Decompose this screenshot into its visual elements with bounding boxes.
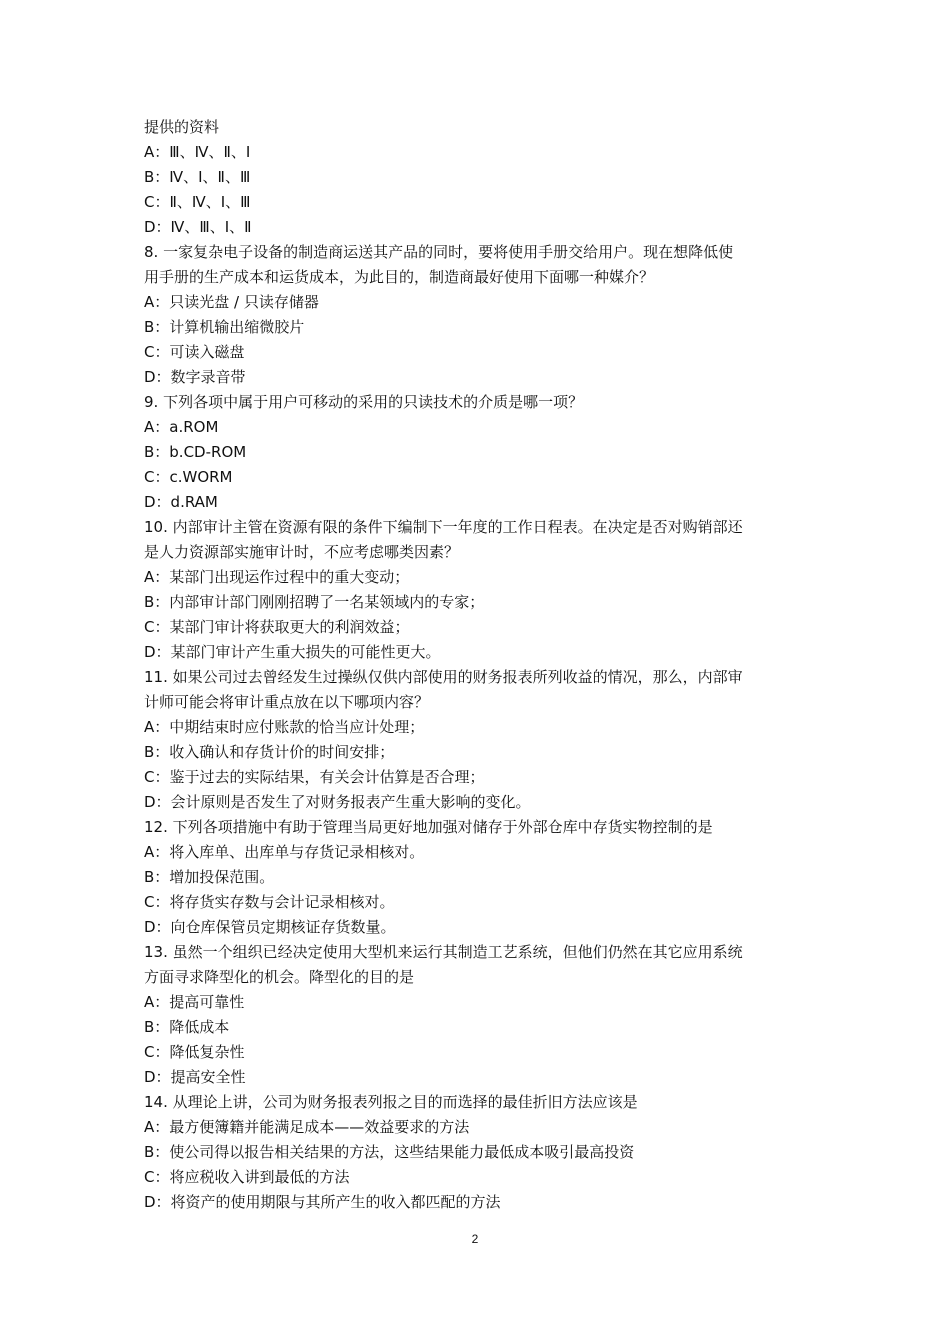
text-line: 8. 一家复杂电子设备的制造商运送其产品的同时，要将使用手册交给用户。现在想降低使 <box>144 243 734 261</box>
text-line: D：将资产的使用期限与其所产生的收入都匹配的方法 <box>144 1193 501 1211</box>
text-line: D：会计原则是否发生了对财务报表产生重大影响的变化。 <box>144 793 531 811</box>
text-line: D：d.RAM <box>144 493 218 511</box>
text-line: B：b.CD-ROM <box>144 443 247 461</box>
text-line: D：提高安全性 <box>144 1068 246 1086</box>
text-line: C：将存货实存数与会计记录相核对。 <box>144 893 395 911</box>
text-line: 方面寻求降型化的机会。降型化的目的是 <box>144 968 415 986</box>
text-line: D：某部门审计产生重大损失的可能性更大。 <box>144 643 441 661</box>
text-line: 11. 如果公司过去曾经发生过操纵仅供内部使用的财务报表所列收益的情况，那么，内部审 <box>144 668 743 686</box>
text-line: D：数字录音带 <box>144 368 246 386</box>
text-line: B：计算机输出缩微胶片 <box>144 318 305 336</box>
text-line: A：只读光盘 / 只读存储器 <box>144 293 319 311</box>
text-line: 提供的资料 <box>144 118 220 136</box>
page-number: 2 <box>471 1232 479 1246</box>
text-line: C：可读入磁盘 <box>144 343 245 361</box>
text-line: A：a.ROM <box>144 418 219 436</box>
text-line: C：将应税收入讲到最低的方法 <box>144 1168 350 1186</box>
text-line: 是人力资源部实施审计时，不应考虑哪类因素？ <box>144 543 460 561</box>
text-line: C：某部门审计将获取更大的利润效益； <box>144 618 410 636</box>
text-line: 12. 下列各项措施中有助于管理当局更好地加强对储存于外部仓库中存货实物控制的是 <box>144 818 713 836</box>
document-body <box>144 115 814 1215</box>
text-line: 13. 虽然一个组织已经决定使用大型机来运行其制造工艺系统，但他们仍然在其它应用系统 <box>144 943 743 961</box>
text-line: B：收入确认和存货计价的时间安排； <box>144 743 395 761</box>
text-line: A：提高可靠性 <box>144 993 245 1011</box>
text-line: B：内部审计部门刚刚招聘了一名某领域内的专家； <box>144 593 485 611</box>
text-line: 用手册的生产成本和运货成本，为此目的，制造商最好使用下面哪一种媒介？ <box>144 268 655 286</box>
text-line: A：最方便簿籍并能满足成本——效益要求的方法 <box>144 1118 470 1136</box>
text-line: D：向仓库保管员定期核证存货数量。 <box>144 918 396 936</box>
text-line: B：Ⅳ、Ⅰ、Ⅱ、Ⅲ <box>144 168 251 186</box>
text-line: B：增加投保范围。 <box>144 868 275 886</box>
text-line: B：使公司得以报告相关结果的方法，这些结果能力最低成本吸引最高投资 <box>144 1143 635 1161</box>
text-line: C：Ⅱ、Ⅳ、Ⅰ、Ⅲ <box>144 193 251 211</box>
text-line: A：Ⅲ、Ⅳ、Ⅱ、Ⅰ <box>144 143 251 161</box>
text-line: A：将入库单、出库单与存货记录相核对。 <box>144 843 425 861</box>
text-line: 9. 下列各项中属于用户可移动的采用的只读技术的介质是哪一项？ <box>144 393 584 411</box>
text-line: A：中期结束时应付账款的恰当应计处理； <box>144 718 425 736</box>
text-line: 计师可能会将审计重点放在以下哪项内容？ <box>144 693 430 711</box>
text-line: 10. 内部审计主管在资源有限的条件下编制下一年度的工作日程表。在决定是否对购销部还 <box>144 518 743 536</box>
text-line: 14. 从理论上讲，公司为财务报表列报之目的而选择的最佳折旧方法应该是 <box>144 1093 638 1111</box>
text-line: C：c.WORM <box>144 468 233 486</box>
text-line: D：Ⅳ、Ⅲ、Ⅰ、Ⅱ <box>144 218 252 236</box>
text-line: C：降低复杂性 <box>144 1043 245 1061</box>
text-line: C：鉴于过去的实际结果，有关会计估算是否合理； <box>144 768 485 786</box>
text-line: B：降低成本 <box>144 1018 230 1036</box>
text-line: A：某部门出现运作过程中的重大变动； <box>144 568 410 586</box>
